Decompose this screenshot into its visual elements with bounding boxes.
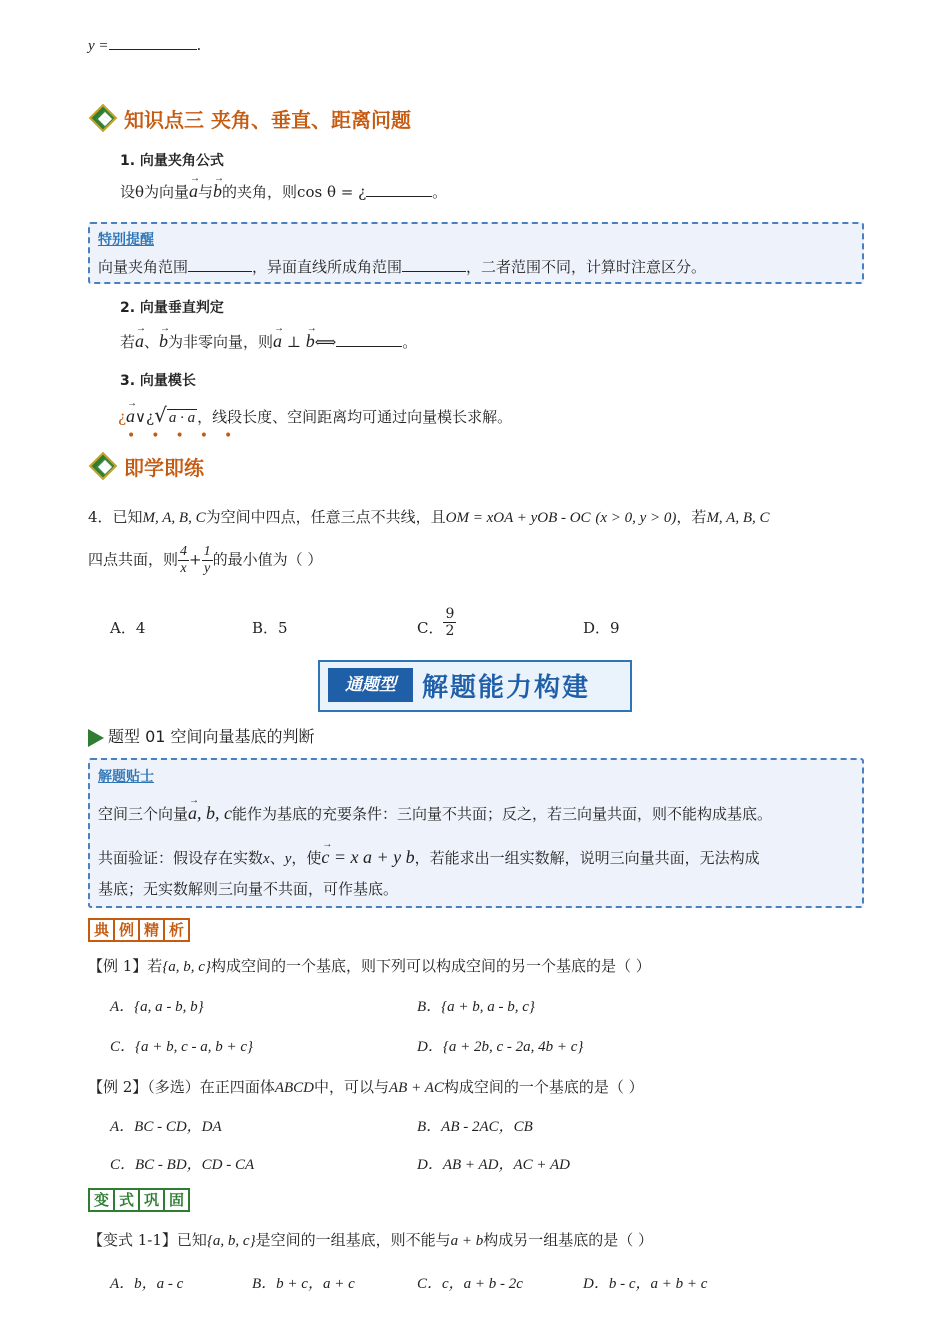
blank xyxy=(366,182,432,197)
item2-title: 2. 向量垂直判定 xyxy=(120,300,224,316)
vector-a: → a xyxy=(273,330,282,352)
var11-stem xyxy=(88,1229,653,1252)
item1-title: 1. 向量夹角公式 xyxy=(120,153,224,169)
frac-num: 1 xyxy=(203,544,211,559)
q4-b: 为空间中四点，任意三点不共线，且 xyxy=(205,508,446,526)
blank xyxy=(402,257,466,272)
ex2-option-a[interactable]: A．BC - CD，DA xyxy=(110,1119,222,1135)
option-b[interactable]: B．5 xyxy=(252,619,288,637)
hint-line3: 基底；无实数解则三向量不共面，可作基底。 xyxy=(98,880,399,898)
hint-line2 xyxy=(98,846,760,870)
var11-vector: a + b xyxy=(450,1233,484,1249)
play-arrow-icon xyxy=(88,729,104,747)
ex2-c: 构成空间的一个基底的是（ ） xyxy=(443,1078,644,1096)
frac-num: 4 xyxy=(180,544,188,559)
ex2-option-c[interactable]: C．BC - BD，CD - CA xyxy=(110,1157,255,1173)
vector-a: → a xyxy=(135,330,144,352)
q4-c: ，若 xyxy=(676,508,707,526)
q4-a: 4．已知 xyxy=(88,508,143,526)
tip-box xyxy=(88,222,864,284)
item2-end: 。 xyxy=(402,333,418,351)
header-tile: 固 xyxy=(169,1191,185,1209)
diamond-icon xyxy=(90,454,120,480)
blank xyxy=(188,257,252,272)
tip-text-b: ，异面直线所成角范围 xyxy=(252,258,403,276)
ex1-option-b[interactable]: B．{a + b, a - b, c} xyxy=(417,999,535,1015)
fraction xyxy=(202,544,213,577)
item1-text-a: 设θ为向量 xyxy=(120,183,190,201)
hint-line1-a: 空间三个向量 xyxy=(98,805,189,823)
header-tile: 典 xyxy=(90,920,115,940)
vectors-abc: → a, b, c xyxy=(188,802,232,824)
section-heading xyxy=(90,104,411,133)
vector-a: → a xyxy=(189,180,198,202)
var11-option-c[interactable]: C．c，a + b - 2c xyxy=(417,1276,523,1292)
hint-box xyxy=(88,758,864,908)
var11-c: 构成另一组基底的是（ ） xyxy=(483,1231,654,1249)
var11-a: 【变式 1-1】已知 xyxy=(88,1231,207,1249)
ex1-option-d[interactable]: D．{a + 2b, c - 2a, 4b + c} xyxy=(417,1039,584,1055)
q4-equation: OM = xOA + yOB - OC xyxy=(445,510,591,526)
q4-points-2: M, A, B, C xyxy=(706,510,770,526)
ex1-a: 【例 1】若 xyxy=(88,957,163,975)
type01-heading xyxy=(88,724,315,747)
answer-line xyxy=(88,34,201,57)
banner-tag: 通题型 xyxy=(328,668,413,702)
item1-text xyxy=(120,180,447,203)
q4-points: M, A, B, C xyxy=(142,510,206,526)
section-title: 知识点三 夹角、垂直、距离问题 xyxy=(124,108,411,132)
banner-title: 解题能力构建 xyxy=(422,673,591,703)
var11-option-b[interactable]: B．b + c，a + c xyxy=(252,1276,355,1292)
fraction xyxy=(443,606,456,639)
vector-b: → b xyxy=(213,180,222,202)
q4-line2 xyxy=(88,544,322,577)
ex2-a: 【例 2】（多选）在正四面体 xyxy=(88,1078,275,1096)
option-c-label: C． xyxy=(417,619,444,637)
practice-heading xyxy=(90,452,204,481)
iff-symbol: ⟺ xyxy=(314,333,337,351)
ex2-option-b[interactable]: B．AB - 2AC，CB xyxy=(417,1119,533,1135)
var11-set: {a, b, c} xyxy=(206,1233,256,1249)
frac-num: 9 xyxy=(445,605,455,622)
root-content: a · a xyxy=(168,410,196,426)
item1-text-b: 的夹角，则cos θ = ¿ xyxy=(222,183,367,201)
var11-b: 是空间的一组基底，则不能与 xyxy=(255,1231,451,1249)
fraction xyxy=(178,544,189,577)
sqrt-icon: √ xyxy=(154,403,167,427)
q4-d: 四点共面，则 xyxy=(88,550,179,569)
header-tile: 析 xyxy=(169,921,185,939)
practice-title: 即学即练 xyxy=(124,456,204,480)
item3-text xyxy=(118,404,512,429)
ex1-b: 构成空间的一个基底，则下列可以构成空间的另一个基底的是（ ） xyxy=(210,957,651,975)
ex1-option-c[interactable]: C．{a + b, c - a, b + c} xyxy=(110,1039,254,1055)
blank xyxy=(336,332,402,347)
ex2-b: 中，可以与 xyxy=(314,1078,390,1096)
var11-option-a[interactable]: A．b，a - c xyxy=(110,1276,184,1292)
vector-b: → b xyxy=(159,330,168,352)
frac-den: x xyxy=(180,561,187,576)
perp-symbol: ⊥ xyxy=(286,333,301,351)
hint-line2-c: ，若能求出一组实数解，说明三向量共面，无法构成 xyxy=(414,849,760,867)
tip-text-a: 向量夹角范围 xyxy=(98,258,189,276)
period: . xyxy=(196,36,202,54)
option-d[interactable]: D．9 xyxy=(583,619,620,637)
header-tile: 变 xyxy=(90,1190,115,1210)
vector-b: → b xyxy=(306,330,315,352)
type01-title: 题型 01 空间向量基底的判断 xyxy=(108,727,315,746)
y-equals: y = xyxy=(88,38,109,54)
blank xyxy=(109,35,197,50)
hint-line2-b: ，使 xyxy=(291,849,322,867)
var-y: y xyxy=(284,851,292,867)
ex1-set: {a, b, c} xyxy=(162,959,211,975)
separator: 、 xyxy=(144,333,160,351)
option-c[interactable] xyxy=(417,605,456,639)
equation: → c = x a + y b xyxy=(321,846,414,868)
tip-title: 特别提醒 xyxy=(98,232,154,248)
ex2-solid: ABCD xyxy=(274,1080,314,1096)
hint-title: 解题贴士 xyxy=(98,769,154,785)
diamond-icon xyxy=(90,106,120,132)
ex2-vector: AB + AC xyxy=(389,1080,444,1096)
frac-den: y xyxy=(203,561,211,576)
item2-text xyxy=(120,330,417,353)
header-tile: 精 xyxy=(140,920,165,940)
item2-text-a: 若 xyxy=(120,333,136,351)
hint-line1 xyxy=(98,802,772,825)
plus: + xyxy=(189,550,202,569)
item1-text-mid: 与 xyxy=(198,183,214,201)
hint-line2-a: 共面验证：假设存在实数 xyxy=(98,849,264,867)
header-tile: 例 xyxy=(115,920,140,940)
tip-text-c: ，二者范围不同，计算时注意区分。 xyxy=(466,258,707,276)
ex1-option-a[interactable]: A．{a, a - b, b} xyxy=(110,999,204,1015)
var11-option-d[interactable]: D．b - c，a + b + c xyxy=(583,1276,708,1292)
item2-text-b: 为非零向量，则 xyxy=(168,333,274,351)
ex2-option-d[interactable]: D．AB + AD，AC + AD xyxy=(417,1157,571,1173)
option-a[interactable]: A．4 xyxy=(110,619,146,637)
examples-header xyxy=(88,918,190,942)
header-tile: 巩 xyxy=(140,1190,165,1210)
item1-end: 。 xyxy=(432,183,448,201)
formula-mid: ∨¿ xyxy=(135,408,155,426)
q4-condition: (x > 0, y > 0) xyxy=(595,510,677,526)
item3-desc: ，线段长度、空间距离均可通过向量模长求解。 xyxy=(197,408,513,426)
var-x: x xyxy=(263,851,270,867)
emphasis-dots: ••••• xyxy=(127,428,249,444)
ex2-stem xyxy=(88,1076,644,1099)
q4-line1 xyxy=(88,506,770,529)
item3-title: 3. 向量模长 xyxy=(120,373,196,389)
frac-den: 2 xyxy=(445,622,455,639)
vector-a: → a xyxy=(126,405,135,427)
section-banner xyxy=(318,660,632,712)
separator: 、 xyxy=(269,849,285,867)
ex1-stem xyxy=(88,955,651,978)
q4-e: 的最小值为（ ） xyxy=(212,550,323,569)
formula-a: ¿ xyxy=(118,408,127,426)
hint-line1-b: 能作为基底的充要条件：三向量不共面；反之，若三向量共面，则不能构成基底。 xyxy=(232,805,773,823)
tip-text xyxy=(98,256,706,278)
header-tile: 式 xyxy=(115,1190,140,1210)
variants-header xyxy=(88,1188,190,1212)
